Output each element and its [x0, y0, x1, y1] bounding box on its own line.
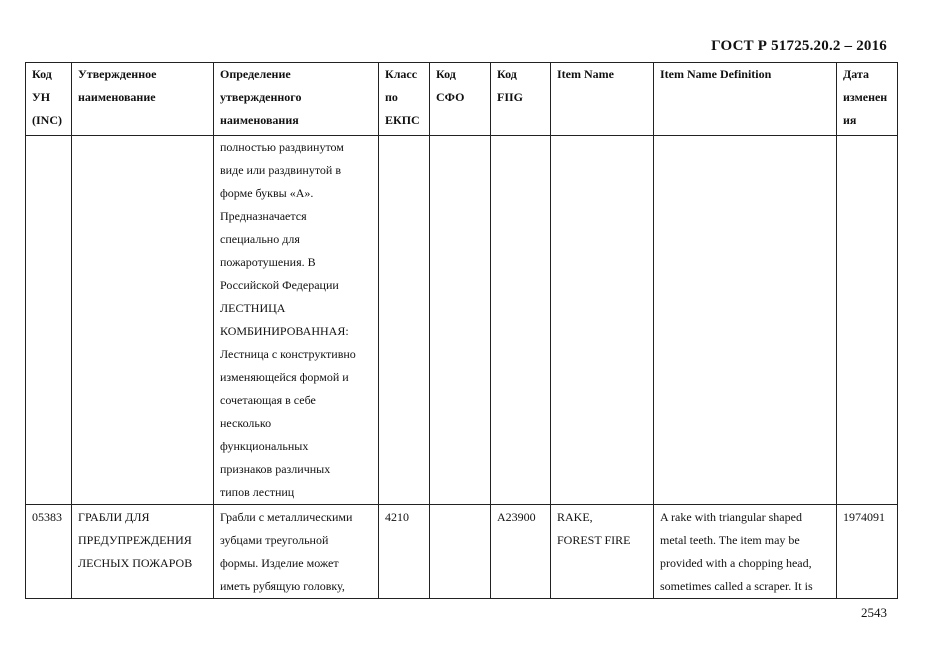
nomenclature-table: [25, 62, 898, 599]
cell-item-definition: A rake with triangular shaped metal teeth. The item may be provided with a chopping head, sometimes called a scraper. It is: [654, 505, 837, 599]
col-header-item-name-definition: Item Name Definition: [654, 63, 837, 136]
cell-definition: [214, 136, 379, 505]
cell-definition: Грабли с металлическими зубцами треугольной формы. Изделие может иметь рубящую головку,: [214, 505, 379, 599]
header-row: [26, 63, 898, 136]
definition-line: ЛЕСТНИЦА: [220, 301, 286, 315]
definition-line: несколько: [220, 416, 272, 430]
definition-line: типов лестниц: [220, 485, 295, 499]
definition-line: признаков различных: [220, 462, 331, 476]
page-number: 2543: [861, 605, 887, 620]
table-row: [26, 505, 898, 599]
col-header-item-name: Item Name: [551, 63, 654, 136]
cell-item-name: [551, 136, 654, 505]
definition-line: специально для: [220, 232, 300, 246]
cell-code: [26, 136, 72, 505]
definition-line: виде или раздвинутой в: [220, 163, 341, 177]
col-header-fiig: Код FIIG: [491, 63, 551, 136]
definition-line: КОМБИНИРОВАННАЯ:: [220, 324, 349, 338]
cell-fiig: A23900: [491, 505, 551, 599]
col-header-sfo: Код СФО: [430, 63, 491, 136]
cell-item-definition: [654, 136, 837, 505]
col-header-definition: Определение утвержденного наименования: [214, 63, 379, 136]
cell-date: [837, 136, 898, 505]
cell-class: [379, 136, 430, 505]
definition-line: полностью раздвинутом: [220, 140, 344, 154]
document-code: ГОСТ Р 51725.20.2 – 2016: [711, 38, 887, 54]
cell-class: 4210: [379, 505, 430, 599]
col-header-inc: Код УН (INC): [26, 63, 72, 136]
cell-item-name: RAKE, FOREST FIRE: [551, 505, 654, 599]
table-row: [26, 136, 898, 505]
definition-line: Российской Федерации: [220, 278, 339, 292]
definition-line: Предназначается: [220, 209, 307, 223]
cell-date: 1974091: [837, 505, 898, 599]
definition-line: Лестница с конструктивно: [220, 347, 356, 361]
definition-line: изменяющейся формой и: [220, 370, 349, 384]
definition-line: функциональных: [220, 439, 309, 453]
col-header-class: Класс по ЕКПС: [379, 63, 430, 136]
cell-code: 05383: [26, 505, 72, 599]
cell-name: [72, 136, 214, 505]
definition-line: пожаротушения. В: [220, 255, 316, 269]
col-header-date: Дата изменен ия: [837, 63, 898, 136]
cell-fiig: [491, 136, 551, 505]
definition-line: форме буквы «А».: [220, 186, 314, 200]
definition-line: сочетающая в себе: [220, 393, 316, 407]
cell-sfo: [430, 505, 491, 599]
col-header-approved-name: Утвержденное наименование: [72, 63, 214, 136]
cell-sfo: [430, 136, 491, 505]
cell-name: ГРАБЛИ ДЛЯ ПРЕДУПРЕЖДЕНИЯ ЛЕСНЫХ ПОЖАРОВ: [72, 505, 214, 599]
